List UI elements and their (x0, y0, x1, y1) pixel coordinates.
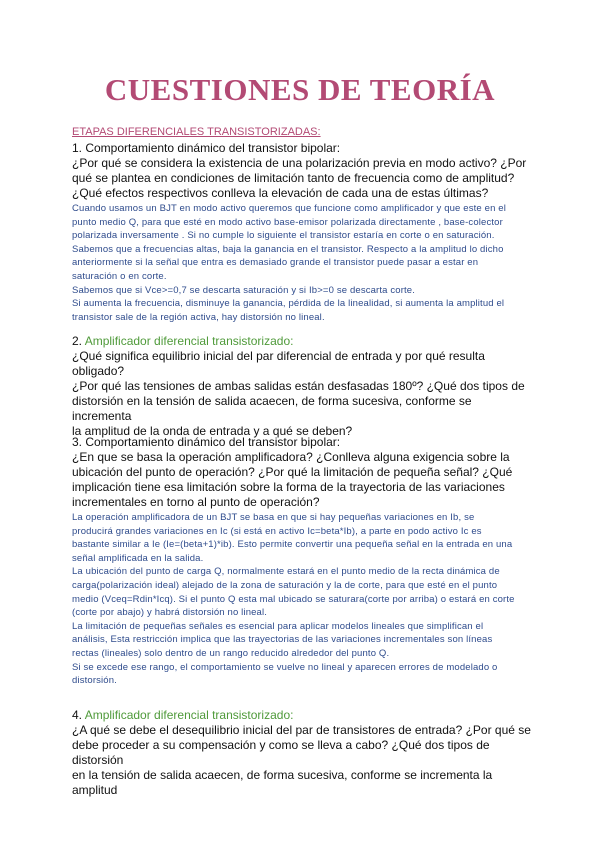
section-heading: ETAPAS DIFERENCIALES TRANSISTORIZADAS: (72, 126, 321, 138)
question-4-line: debe proceder a su compensación y como se lleva a cabo? ¿Qué dos tipos de distorsión (72, 738, 490, 767)
question-1-title: 1. Comportamiento dinámico del transistor bipolar: (72, 141, 341, 155)
question-number: 2. (72, 334, 85, 348)
answer-line: Si se excede ese rango, el comportamiento se vuelve no lineal y aparecen errores de modelado o (72, 661, 498, 673)
answer-line: La ubicación del punto de carga Q, normalmente estará en el punto medio de la recta dinámica de (72, 566, 500, 578)
answer-line: producirá grandes variaciones en Ic (si está en activo Ic=beta*Ib), a parte en podo activo Ic es (72, 525, 482, 537)
question-2-line: la amplitud de la onda de entrada y a qué se deben? (72, 424, 353, 438)
answer-1 (72, 202, 532, 324)
question-3-line: implicación tiene esa limitación sobre la forma de la trayectoria de las variaciones (72, 480, 505, 494)
question-number: 4. (72, 708, 85, 722)
question-2-line: ¿Qué significa equilibrio inicial del par diferencial de entrada y por qué resulta obligado? (72, 349, 485, 378)
answer-line: señal amplificada en la salida. (72, 552, 204, 564)
answer-line: carga(polarización ideal) alejado de la zona de saturación y la de corte, para que esté en el punto (72, 579, 498, 591)
question-3-line: ubicación del punto de operación? ¿Por qué la limitación de pequeña señal? ¿Qué (72, 465, 513, 479)
question-1-line: ¿Qué efectos respectivos conlleva la elevación de cada una de estas últimas? (72, 186, 489, 200)
question-2-heading: Amplificador diferencial transistorizado: (84, 334, 294, 348)
answer-line: bastante similar a Ie (Ie=(beta+1)*ib). Esto permite convertir una pequeña señal en la entrada en una (72, 539, 513, 551)
answer-line: La limitación de pequeñas señales es esencial para aplicar modelos lineales que simplifican el (72, 620, 484, 632)
answer-line: análisis, Esta restricción implica que las trayectorias de las variaciones incrementales son líneas (72, 634, 493, 646)
answer-line: Si aumenta la frecuencia, disminuye la ganancia, pérdida de la linealidad, si aumenta la amplitud el (72, 298, 505, 310)
question-2-title (72, 334, 532, 349)
question-3-line: incrementales en torno al punto de operación? (72, 495, 320, 509)
answer-line: medio (Vceq=Rdin*Icq). Si el punto Q esta mal ubicado se saturara(corte por arriba) o estará en corte (72, 593, 515, 605)
answer-line: transistor sale de la región activa, hay distorsión no lineal. (72, 311, 325, 323)
answer-3 (72, 511, 532, 688)
answer-line: anteriormente si la señal que entra es demasiado grande el transistor puede pasar a estar en (72, 257, 479, 269)
question-3-title: 3. Comportamiento dinámico del transistor bipolar: (72, 435, 341, 449)
answer-line: Cuando usamos un BJT en modo activo queremos que funcione como amplificador y que este en el (72, 203, 506, 214)
page-title: CUESTIONES DE TEORÍA (104, 72, 496, 107)
answer-line: rectas (lineales) solo dentro de un rango reducido alrededor del punto Q. (72, 647, 390, 659)
question-4 (72, 708, 532, 798)
question-3-line: ¿En que se basa la operación amplificadora? ¿Conlleva alguna exigencia sobre la (72, 450, 510, 464)
question-1-line: qué se plantea en condiciones de limitación tanto de frecuencia como de amplitud? (72, 171, 515, 185)
question-2 (72, 334, 532, 439)
answer-line: Sabemos que a frecuencias altas, baja la ganancia en el transistor. Respecto a la amplitud lo dicho (72, 243, 504, 255)
question-3 (72, 435, 532, 688)
answer-line: La operación amplificadora de un BJT se basa en que si hay pequeñas variaciones en Ib, se (72, 512, 475, 523)
question-4-line: en la tensión de salida acaecen, de forma sucesiva, conforme se incrementa la amplitud (72, 768, 493, 797)
question-4-title (72, 708, 532, 723)
answer-line: punto medio Q, para que esté en modo activo base-emisor polarizada directamente , base-colector (72, 216, 503, 228)
answer-line: polarizada inversamente . Si no cumple lo siguiente el transistor estaría en corte o en saturación. (72, 230, 495, 242)
answer-line: saturación o en corte. (72, 270, 167, 282)
question-2-line: distorsión en la tensión de salida acaecen, de forma sucesiva, conforme se incrementa (72, 394, 472, 423)
answer-line: distorsión. (72, 675, 117, 687)
answer-line: Sabemos que si Vce>=0,7 se descarta saturación y si Ib>=0 se descarta corte. (72, 284, 416, 296)
question-1 (72, 141, 532, 324)
question-1-line: ¿Por qué se considera la existencia de una polarización previa en modo activo? ¿Por (72, 156, 527, 170)
question-4-heading: Amplificador diferencial transistorizado: (84, 708, 294, 722)
question-2-line: ¿Por qué las tensiones de ambas salidas están desfasadas 180º? ¿Qué dos tipos de (72, 379, 525, 393)
question-4-line: ¿A qué se debe el desequilibrio inicial del par de transistores de entrada? ¿Por qué se (72, 723, 531, 737)
answer-line: (corte por abajo) y habrá distorsión no lineal. (72, 607, 268, 619)
